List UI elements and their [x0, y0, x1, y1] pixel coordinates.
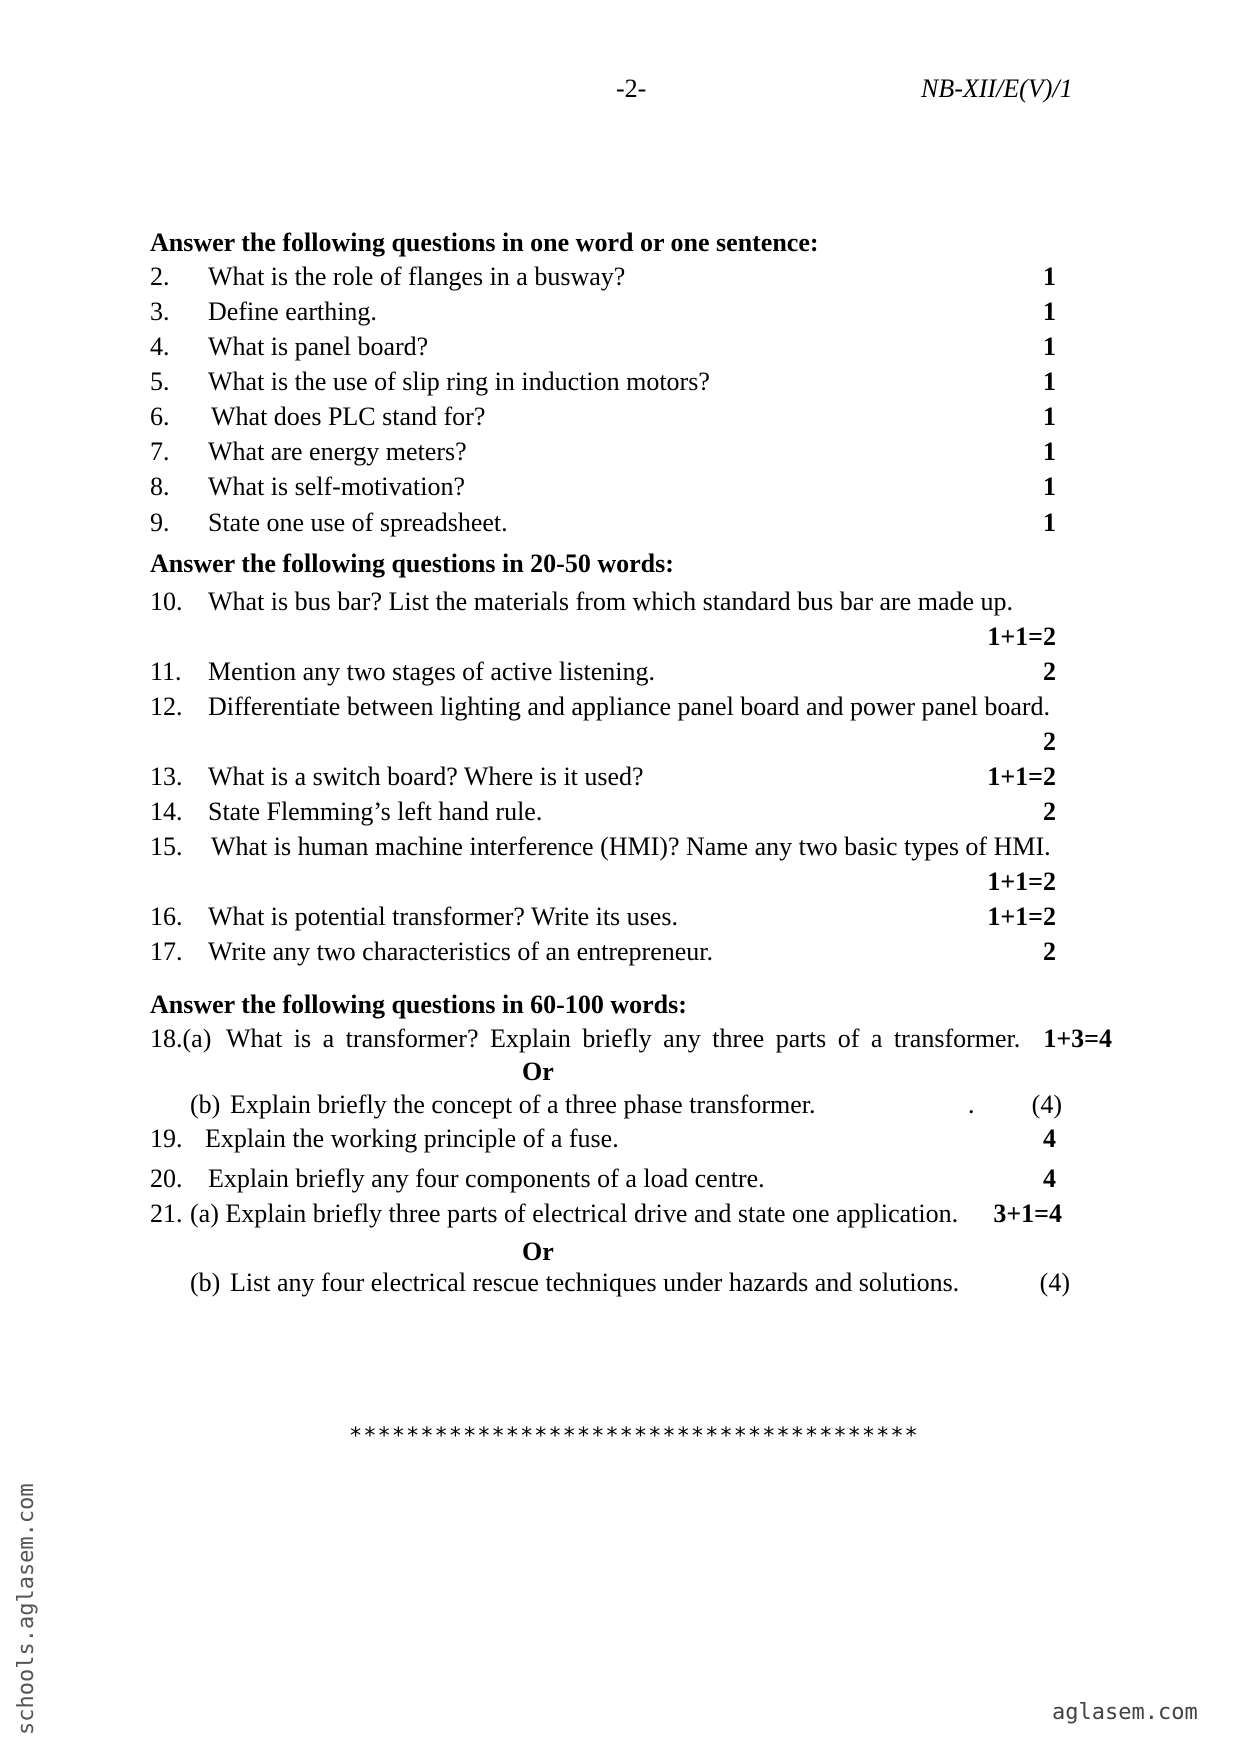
question-marks: 1: [1043, 437, 1056, 466]
question-text: Differentiate between lighting and appliance panel board and power panel board.: [208, 692, 1051, 721]
question-number: 15.: [150, 832, 183, 861]
question-number: 17.: [150, 937, 183, 966]
question-marks: 1: [1043, 262, 1056, 291]
question-text: What is potential transformer? Write its uses.: [208, 902, 678, 931]
section-heading-long: Answer the following questions in 60-100 words:: [150, 990, 687, 1019]
question-marks: 1: [1043, 297, 1056, 326]
question-number: 8.: [150, 472, 170, 501]
question-number: 2.: [150, 262, 170, 291]
question-number: 9.: [150, 508, 170, 537]
question-number: 7.: [150, 437, 170, 466]
question-number: 13.: [150, 762, 183, 791]
question-text: What are energy meters?: [208, 437, 467, 466]
question-text: What is a switch board? Where is it used?: [208, 762, 644, 791]
question-text: Explain briefly any four components of a load centre.: [208, 1164, 765, 1193]
question-marks: 1+3=4: [1043, 1024, 1112, 1053]
question-text: Mention any two stages of active listening.: [208, 657, 655, 686]
or-separator: Or: [522, 1237, 554, 1266]
question-text: List any four electrical rescue techniques under hazards and solutions.: [230, 1268, 960, 1297]
question-marks: 1+1=2: [987, 867, 1056, 896]
question-number: 5.: [150, 367, 170, 396]
question-number: 6.: [150, 402, 170, 431]
question-number: 11.: [150, 657, 182, 686]
question-text: What is human machine interference (HMI)? Name any two basic types of HMI.: [211, 832, 1051, 861]
question-text: Write any two characteristics of an entrepreneur.: [208, 937, 713, 966]
question-text: Explain the working principle of a fuse.: [205, 1124, 619, 1153]
question-number: 4.: [150, 332, 170, 361]
question-number: 3.: [150, 297, 170, 326]
question-text: What is a transformer? Explain briefly any three parts of a transformer.: [226, 1024, 1021, 1053]
question-text: Explain briefly the concept of a three phase transformer.: [230, 1090, 816, 1119]
question-number: 20.: [150, 1164, 183, 1193]
question-marks: 1: [1043, 332, 1056, 361]
question-number: 10.: [150, 587, 183, 616]
question-number: 14.: [150, 797, 183, 826]
question-text: What is panel board?: [208, 332, 429, 361]
question-marks: (4): [1031, 1090, 1062, 1119]
question-text: What is the use of slip ring in induction motors?: [208, 367, 710, 396]
question-marks: 1: [1043, 472, 1056, 501]
bottom-watermark: aglasem.com: [1052, 1700, 1198, 1725]
question-marks: 1: [1043, 508, 1056, 537]
question-text: What is bus bar? List the materials from which standard bus bar are made up.: [208, 587, 1014, 616]
question-number: (b): [190, 1090, 221, 1119]
question-number: 16.: [150, 902, 183, 931]
section-heading-one-word: Answer the following questions in one word or one sentence:: [150, 228, 819, 257]
question-marks: 1+1=2: [987, 622, 1056, 651]
question-marks: 1+1=2: [987, 902, 1056, 931]
end-of-paper-stars: ****************************************: [349, 1424, 919, 1449]
question-text: What is self-motivation?: [208, 472, 466, 501]
question-text: What is the role of flanges in a busway?: [208, 262, 626, 291]
question-number: (b): [190, 1268, 221, 1297]
question-marks: (4): [1039, 1268, 1070, 1297]
question-marks: 3+1=4: [993, 1199, 1062, 1228]
question-number: 19.: [150, 1124, 183, 1153]
question-marks: 1+1=2: [987, 762, 1056, 791]
question-marks: 2: [1043, 657, 1056, 686]
question-text: State one use of spreadsheet.: [208, 508, 508, 537]
question-text: (a) Explain briefly three parts of electrical drive and state one application.: [190, 1199, 959, 1228]
or-separator: Or: [522, 1057, 554, 1086]
stray-dot: .: [968, 1090, 975, 1119]
question-text: What does PLC stand for?: [211, 402, 486, 431]
question-marks: 4: [1043, 1164, 1056, 1193]
question-text: Define earthing.: [208, 297, 377, 326]
question-number: 12.: [150, 692, 183, 721]
question-number: 21.: [150, 1199, 183, 1228]
section-heading-short: Answer the following questions in 20-50 words:: [150, 549, 674, 578]
question-marks: 1: [1043, 402, 1056, 431]
question-marks: 4: [1043, 1124, 1056, 1153]
question-number: 18.(a): [150, 1024, 212, 1053]
question-marks: 2: [1043, 727, 1056, 756]
page-number: -2-: [616, 74, 647, 103]
question-marks: 1: [1043, 367, 1056, 396]
question-text: State Flemming’s left hand rule.: [208, 797, 543, 826]
side-watermark: schools.aglasem.com: [14, 1483, 39, 1735]
paper-code: NB-XII/E(V)/1: [921, 74, 1073, 103]
question-marks: 2: [1043, 937, 1056, 966]
question-marks: 2: [1043, 797, 1056, 826]
